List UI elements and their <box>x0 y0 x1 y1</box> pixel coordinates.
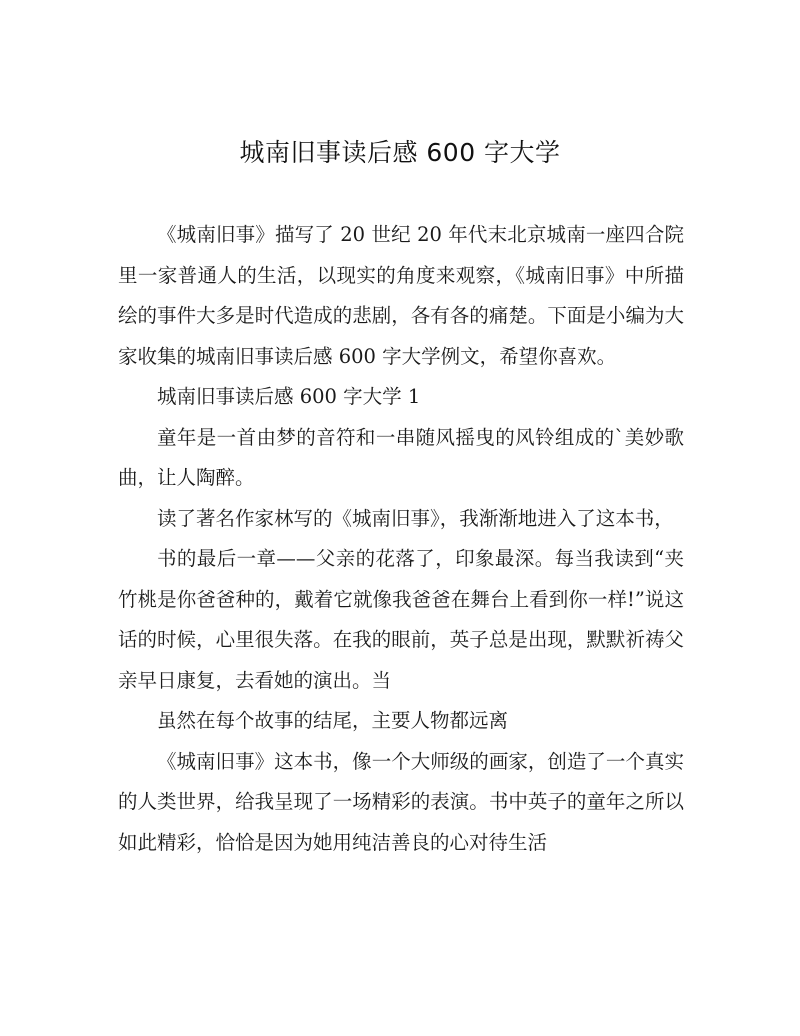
paragraph-reading: 读了著名作家林写的《城南旧事》，我渐渐地进入了这本书， <box>157 506 674 530</box>
paragraph-last-chapter: 书的最后一章——父亲的花落了，印象最深。每当我读到“夹竹桃是你爸爸种的，戴着它就像我爸爸在舞台上看到你一样!”说这话的时候，心里很失落。在我的眼前，英子总是出现，默默祈祷父亲早日康复，去看她的演出。当 <box>118 547 684 692</box>
document-title: 城南旧事读后感 600 字大学 <box>239 138 561 167</box>
essay-heading: 城南旧事读后感 600 字大学 1 <box>157 385 421 408</box>
paragraph-childhood: 童年是一首由梦的音符和一串随风摇曳的风铃组成的`美妙歌曲，让人陶醉。 <box>118 425 684 489</box>
paragraph-book-review: 《城南旧事》这本书，像一个大师级的画家，创造了一个真实的人类世界，给我呈现了一场精彩的表演。书中英子的童年之所以如此精彩，恰恰是因为她用纯洁善良的心对待生活 <box>118 749 684 854</box>
document-body <box>118 215 684 863</box>
paragraph-ending: 虽然在每个故事的结尾，主要人物都远离 <box>157 709 509 732</box>
intro-paragraph: 《城南旧事》描写了 20 世纪 20 年代末北京城南一座四合院里一家普通人的生活，以现实的角度来观察，《城南旧事》中所描绘的事件大多是时代造成的悲剧，各有各的痛楚。下面是小编为大家收集的城南旧事读后感 600 字大学例文，希望你喜欢。 <box>118 223 684 368</box>
